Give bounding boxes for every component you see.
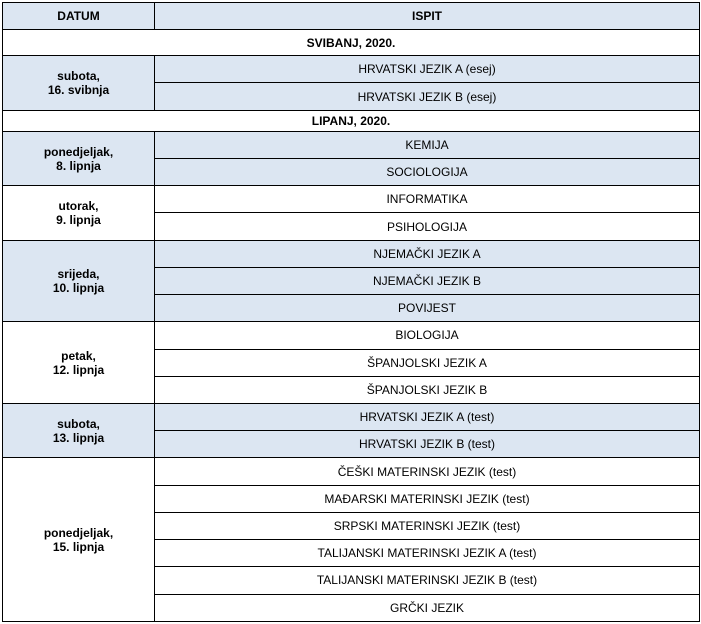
exam-cell: INFORMATIKA: [155, 186, 700, 213]
table-row: [3, 186, 700, 213]
exam-schedule-table: [2, 2, 700, 622]
exam-cell: HRVATSKI JEZIK B (test): [155, 431, 700, 458]
table-row: [3, 131, 700, 158]
month-label: LIPANJ, 2020.: [3, 110, 700, 131]
table-row: [3, 240, 700, 267]
exam-cell: BIOLOGIJA: [155, 322, 700, 349]
header-exam: ISPIT: [155, 3, 700, 30]
header-date: DATUM: [3, 3, 155, 30]
exam-cell: MAĐARSKI MATERINSKI JEZIK (test): [155, 485, 700, 512]
day-name: subota,: [57, 416, 100, 431]
table-row: [3, 322, 700, 349]
day-name: ponedjeljak,: [43, 525, 114, 540]
month-row: [3, 110, 700, 131]
month-row: [3, 30, 700, 56]
exam-cell: GRČKI JEZIK: [155, 594, 700, 621]
day-date: 16. svibnja: [47, 82, 110, 97]
day-date: 9. lipnja: [56, 212, 101, 227]
date-cell: [3, 404, 155, 458]
date-cell: [3, 322, 155, 404]
day-name: utorak,: [58, 198, 99, 213]
exam-cell: ŠPANJOLSKI JEZIK A: [155, 349, 700, 376]
day-date: 10. lipnja: [52, 281, 105, 296]
table-row: [3, 404, 700, 431]
table-row: [3, 458, 700, 485]
exam-cell: HRVATSKI JEZIK A (test): [155, 404, 700, 431]
date-cell: [3, 56, 155, 110]
header-row: [3, 3, 700, 30]
date-cell: [3, 131, 155, 185]
day-name: subota,: [57, 68, 100, 83]
month-label: SVIBANJ, 2020.: [3, 30, 700, 56]
exam-cell: NJEMAČKI JEZIK A: [155, 240, 700, 267]
day-date: 15. lipnja: [52, 539, 105, 554]
exam-cell: HRVATSKI JEZIK A (esej): [155, 56, 700, 83]
date-cell: [3, 458, 155, 622]
exam-cell: HRVATSKI JEZIK B (esej): [155, 83, 700, 110]
exam-cell: TALIJANSKI MATERINSKI JEZIK A (test): [155, 540, 700, 567]
exam-cell: NJEMAČKI JEZIK B: [155, 267, 700, 294]
exam-cell: ŠPANJOLSKI JEZIK B: [155, 376, 700, 403]
exam-cell: KEMIJA: [155, 131, 700, 158]
day-date: 8. lipnja: [56, 158, 101, 173]
day-date: 12. lipnja: [52, 362, 105, 377]
date-cell: [3, 240, 155, 322]
exam-cell: TALIJANSKI MATERINSKI JEZIK B (test): [155, 567, 700, 594]
table-row: [3, 56, 700, 83]
day-name: ponedjeljak,: [43, 144, 114, 159]
exam-cell: POVIJEST: [155, 295, 700, 322]
exam-cell: PSIHOLOGIJA: [155, 213, 700, 240]
day-name: petak,: [61, 348, 96, 363]
day-name: srijeda,: [57, 267, 100, 282]
exam-cell: SRPSKI MATERINSKI JEZIK (test): [155, 512, 700, 539]
exam-cell: ČEŠKI MATERINSKI JEZIK (test): [155, 458, 700, 485]
date-cell: [3, 186, 155, 240]
exam-cell: SOCIOLOGIJA: [155, 159, 700, 186]
day-date: 13. lipnja: [52, 430, 105, 445]
